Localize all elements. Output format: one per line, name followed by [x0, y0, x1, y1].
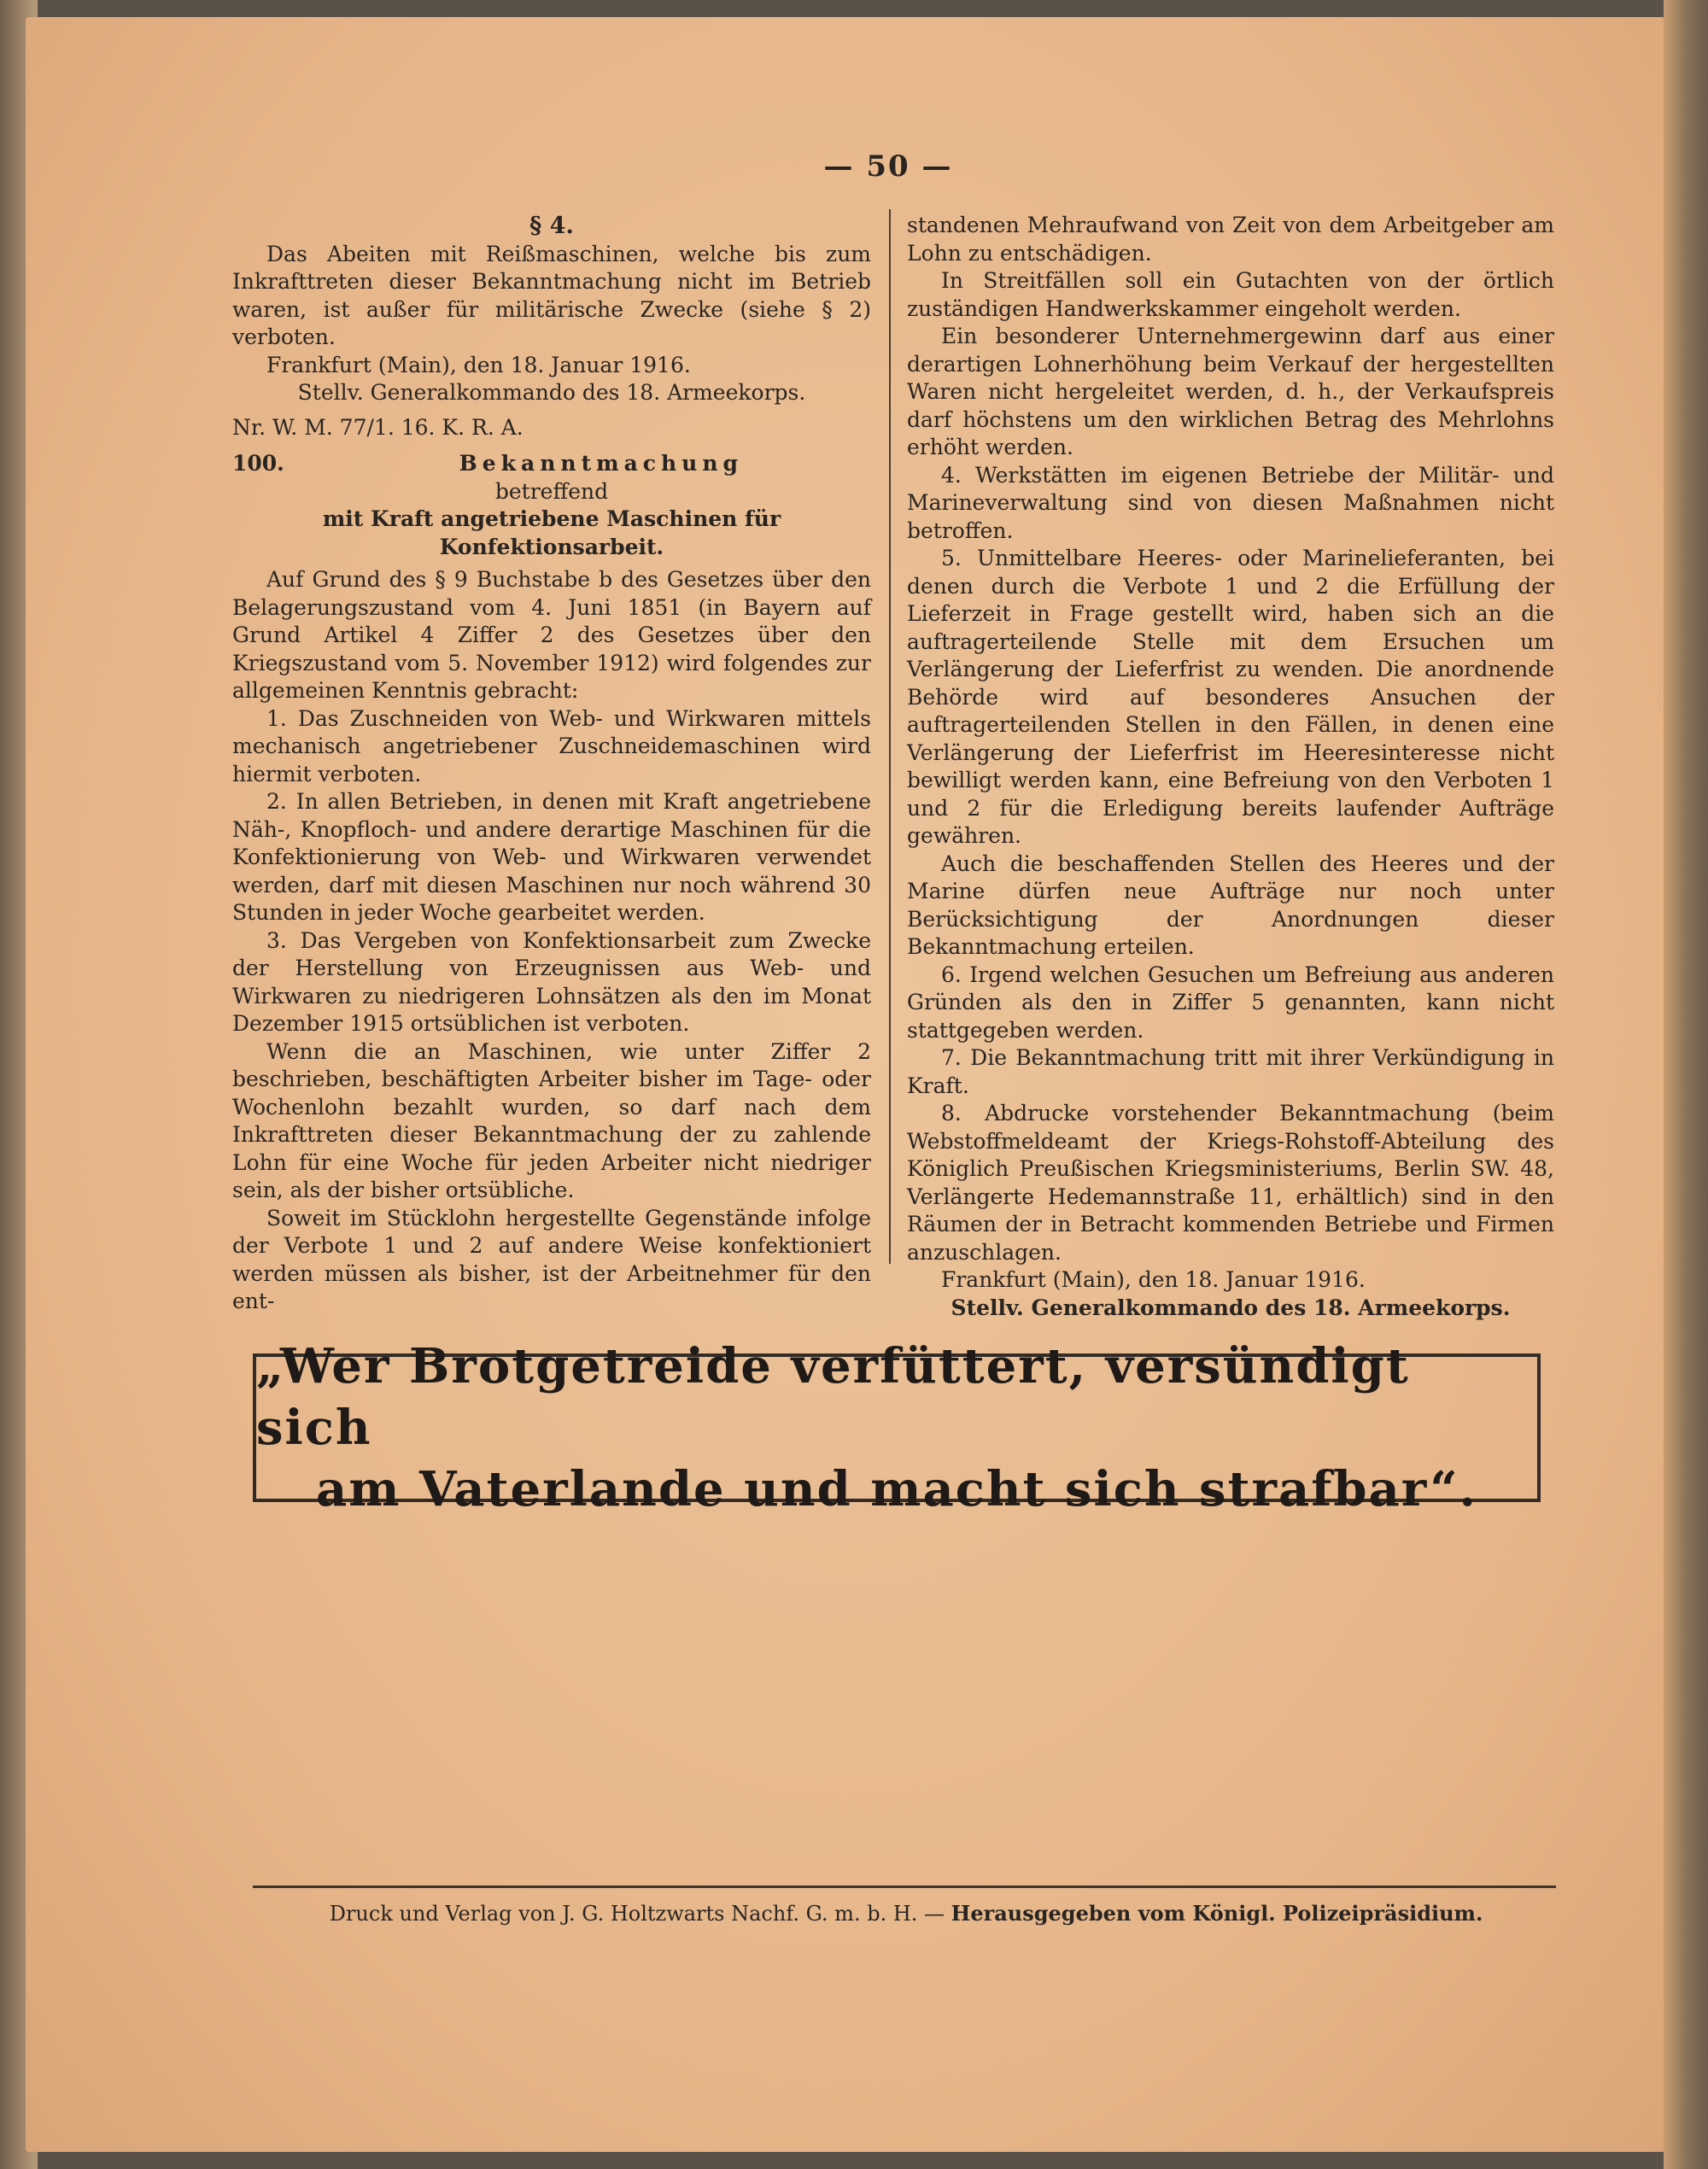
- item-5: 5. Unmittelbare Heeres- oder Marinelieferanten, bei denen durch die Verbote 1 und 2 die Erfüllung der Lieferzeit in Frage gestellt wird, haben sich an die auftragerteilende Stelle mit dem Ersuchen um Verlängerung der Lieferfrist zu wenden. Die anordnende Behörde wird auf besonderes Ansuchen der auftragerteilenden Stellen in den Fällen, in denen eine Verlängerung der Lieferfrist im Heeresinteresse nicht bewilligt werden kann, eine Befreiung von den Verboten 1 und 2 für die Erledigung bereits laufender Aufträge gewähren.: [907, 546, 1554, 848]
- notice-number: 100.: [232, 451, 284, 476]
- page-edge: [1664, 0, 1708, 2169]
- continuation-paragraph: standenen Mehraufwand von Zeit von dem Arbeitgeber am Lohn zu entschädigen.: [907, 213, 1554, 266]
- item-2: 2. In allen Betrieben, in denen mit Kraft angetriebene Näh-, Knopfloch- und andere derartige Maschinen für die Konfektionierung von Web- und Wirkwaren verwendet werden, darf mit diesen Maschinen nur noch während 30 Stunden in jeder Woche gearbeitet werden.: [232, 789, 871, 925]
- place-date: Frankfurt (Main), den 18. Januar 1916.: [266, 352, 691, 377]
- column-divider: [889, 209, 891, 1264]
- footer-imprint: [256, 1901, 1556, 1926]
- dispute-paragraph: In Streitfällen soll ein Gutachten von der örtlich zuständigen Handwerkskammer eingeholt werden.: [907, 268, 1554, 321]
- section-heading: § 4.: [529, 213, 574, 239]
- piece-wage-paragraph: Soweit im Stücklohn hergestellte Gegenstände infolge der Verbote 1 und 2 auf andere Weise konfektioniert werden müssen als bisher, ist der Arbeitnehmer für den ent-: [232, 1205, 871, 1313]
- notice-topic: mit Kraft angetriebene Maschinen für Konfektionsarbeit.: [322, 506, 781, 559]
- place-date: Frankfurt (Main), den 18. Januar 1916.: [941, 1267, 1366, 1292]
- item-1: 1. Das Zuschneiden von Web- und Wirkwaren mittels mechanisch angetriebener Zuschneidemaschinen wird hiermit verboten.: [232, 705, 871, 786]
- notice-title: Bekanntmachung: [459, 451, 743, 476]
- slogan-line-2: am Vaterlande und macht sich strafbar“.: [315, 1461, 1478, 1517]
- footer-rule: [253, 1885, 1556, 1888]
- item-3: 3. Das Vergeben von Konfektionsarbeit zum Zwecke der Herstellung von Erzeugnissen aus Web- und Wirkwaren zu niedrigeren Lohnsätzen als den im Monat Dezember 1915 ortsüblichen ist verboten.: [232, 927, 871, 1036]
- right-column: [907, 212, 1554, 1322]
- page-number: — 50 —: [823, 149, 953, 184]
- printer-imprint: Druck und Verlag von J. G. Holtzwarts Nachf. G. m. b. H. —: [329, 1902, 945, 1926]
- slogan-line-1: „Wer Brotgetreide verfüttert, versündigt sich: [256, 1338, 1410, 1456]
- notice-subtitle: betreffend: [494, 478, 609, 504]
- publisher-imprint: Herausgegeben vom Königl. Polizeipräsidium.: [951, 1901, 1483, 1926]
- item-4: 4. Werkstätten im eigenen Betriebe der Militär- und Marineverwaltung sind von diesen Maßnahmen nicht betroffen.: [907, 462, 1554, 543]
- wage-paragraph: Wenn die an Maschinen, wie unter Ziffer 2 beschrieben, beschäftigten Arbeiter bisher im Tage- oder Wochenlohn bezahlt wurden, so darf nach dem Inkrafttreten dieser Bekanntmachung der zu zahlende Lohn für eine Woche für jeden Arbeiter nicht niedriger sein, als der bisher ortsübliche.: [232, 1038, 871, 1202]
- item-6: 6. Irgend welchen Gesuchen um Befreiung aus anderen Gründen als den in Ziffer 5 genannten, kann nicht stattgegeben werden.: [907, 962, 1554, 1043]
- item-7: 7. Die Bekanntmachung tritt mit ihrer Verkündigung in Kraft.: [907, 1045, 1554, 1098]
- notice-heading: [232, 450, 871, 478]
- authority-signature: Stellv. Generalkommando des 18. Armeekorps.: [297, 380, 806, 405]
- profit-paragraph: Ein besonderer Unternehmergewinn darf aus einer derartigen Lohnerhöhung beim Verkauf der hergestellten Waren nicht hergeleitet werden, d. h., der Verkaufspreis darf höchstens um den wirklichen Betrag des Mehrlohns erhöht werden.: [907, 324, 1554, 459]
- reference-number: Nr. W. M. 77/1. 16. K. R. A.: [232, 414, 524, 440]
- section-text: Das Abeiten mit Reißmaschinen, welche bis zum Inkrafttreten dieser Bekanntmachung nicht im Betrieb waren, ist außer für militärische Zwecke (siehe § 2) verboten.: [232, 241, 871, 349]
- left-column: [232, 209, 871, 1316]
- item-8: 8. Abdrucke vorstehender Bekanntmachung (beim Webstoffmeldeamt der Kriegs-Rohstoff-Abteilung des Königlich Preußischen Kriegsministeriums, Berlin SW. 48, Verlängerte Hedemannstraße 11, erhältlich) sind in den Räumen der in Betracht kommenden Betriebe und Firmen anzuschlagen.: [907, 1101, 1554, 1265]
- authority-signature: Stellv. Generalkommando des 18. Armeekorps.: [951, 1295, 1511, 1320]
- slogan-box: [253, 1338, 1541, 1517]
- procurement-paragraph: Auch die beschaffenden Stellen des Heeres und der Marine dürfen neue Aufträge nur noch unter Berücksichtigung der Anordnungen dieser Bekanntmachung erteilen.: [907, 851, 1554, 959]
- intro-paragraph: Auf Grund des § 9 Buchstabe b des Gesetzes über den Belagerungszustand vom 4. Juni 1851 (in Bayern auf Grund Artikel 4 Ziffer 2 des Gesetzes über den Kriegszustand vom 5. November 1912) wird folgendes zur allgemeinen Kenntnis gebracht:: [232, 567, 871, 703]
